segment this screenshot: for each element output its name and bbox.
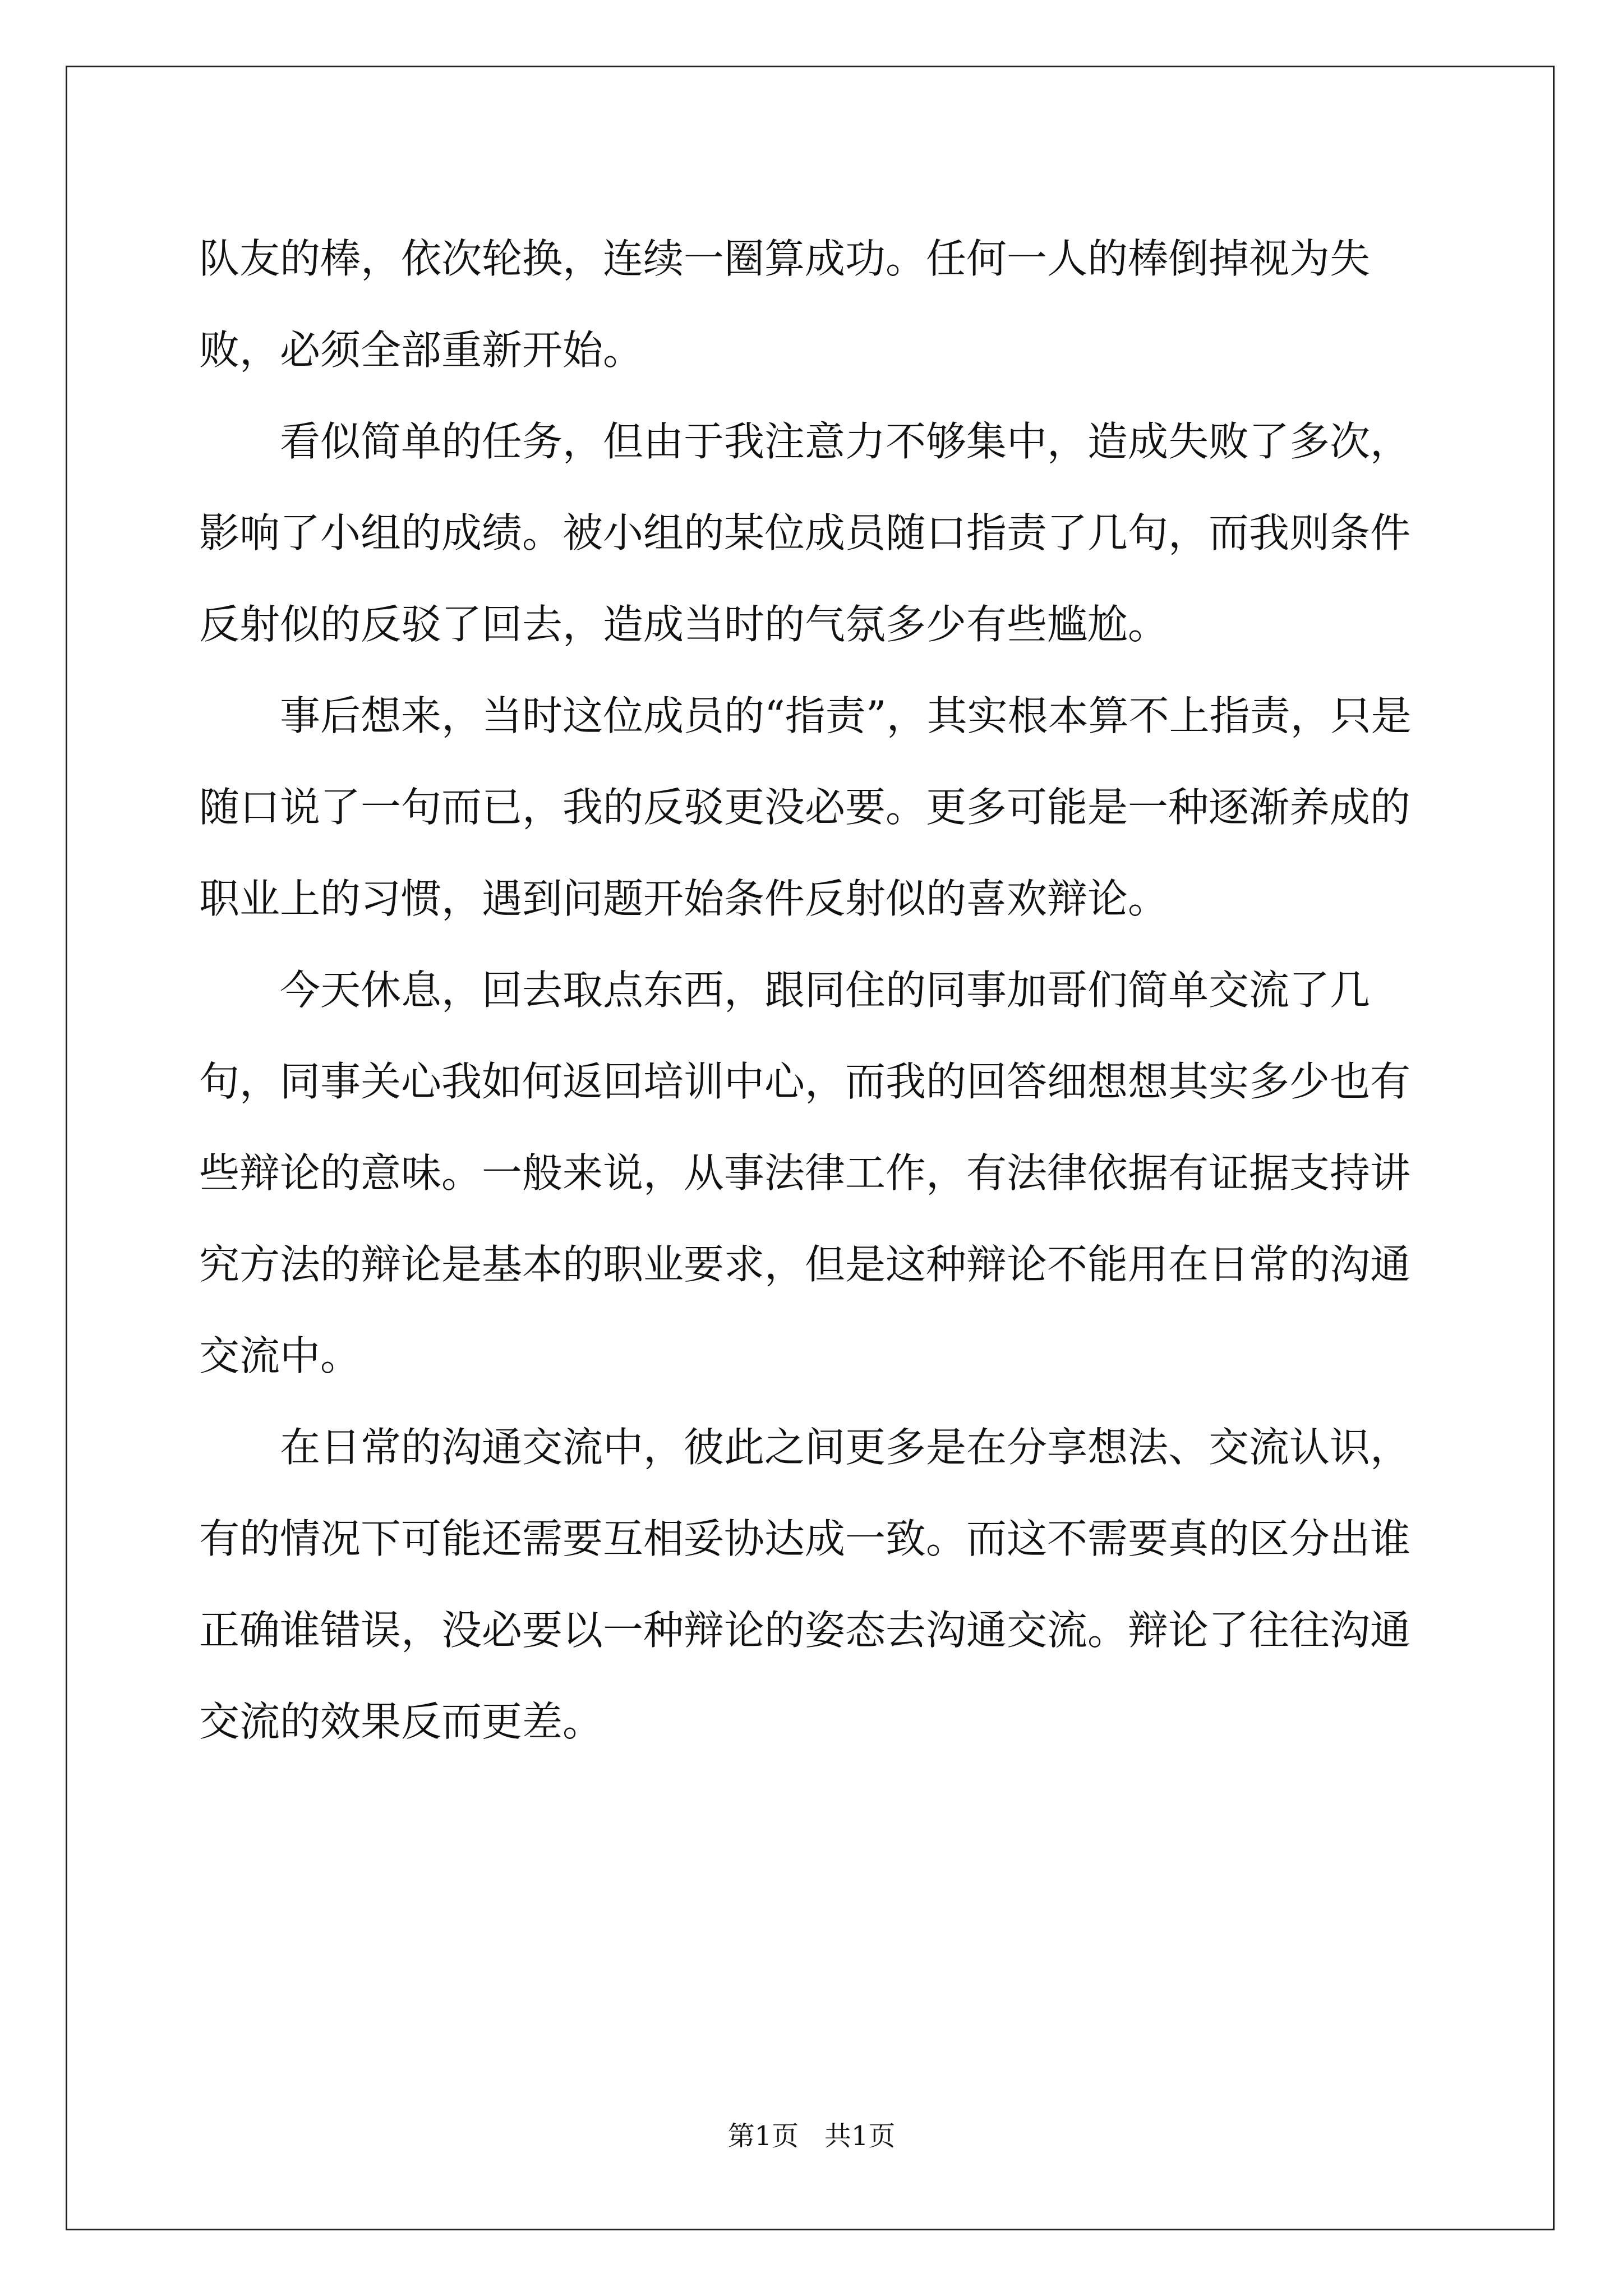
- page-number-current: 第1页: [727, 2120, 799, 2152]
- paragraph-4: 今天休息，回去取点东西，跟同住的同事加哥们简单交流了几句，同事关心我如何返回培训中心，而我的回答细想想其实多少也有些辩论的意味。一般来说，从事法律工作，有法律依据有证据支持讲究方法的辩论是基本的职业要求，但是这种辩论不能用在日常的沟通交流中。: [199, 967, 1411, 1379]
- paragraph-1: 队友的棒，依次轮换，连续一圈算成功。任何一人的棒倒掉视为失败，必须全部重新开始。: [199, 235, 1371, 374]
- paragraph-5: 在日常的沟通交流中，彼此之间更多是在分享想法、交流认识，有的情况下可能还需要互相妥协达成一致。而这不需要真的区分出谁正确谁错误，没必要以一种辩论的姿态去沟通交流。辩论了往往沟通交流的效果反而更差。: [199, 1424, 1411, 1745]
- page-footer: [0, 2119, 1623, 2153]
- document-body: [199, 213, 1422, 1768]
- paragraph-2: 看似简单的任务，但由于我注意力不够集中，造成失败了多次，影响了小组的成绩。被小组的某位成员随口指责了几句，而我则条件反射似的反驳了回去，造成当时的气氛多少有些尴尬。: [199, 418, 1411, 648]
- paragraph-3: 事后想来，当时这位成员的“指责”，其实根本算不上指责，只是随口说了一句而已，我的反驳更没必要。更多可能是一种逐渐养成的职业上的习惯，遇到问题开始条件反射似的喜欢辩论。: [199, 692, 1412, 922]
- page-number-total: 共1页: [824, 2120, 896, 2152]
